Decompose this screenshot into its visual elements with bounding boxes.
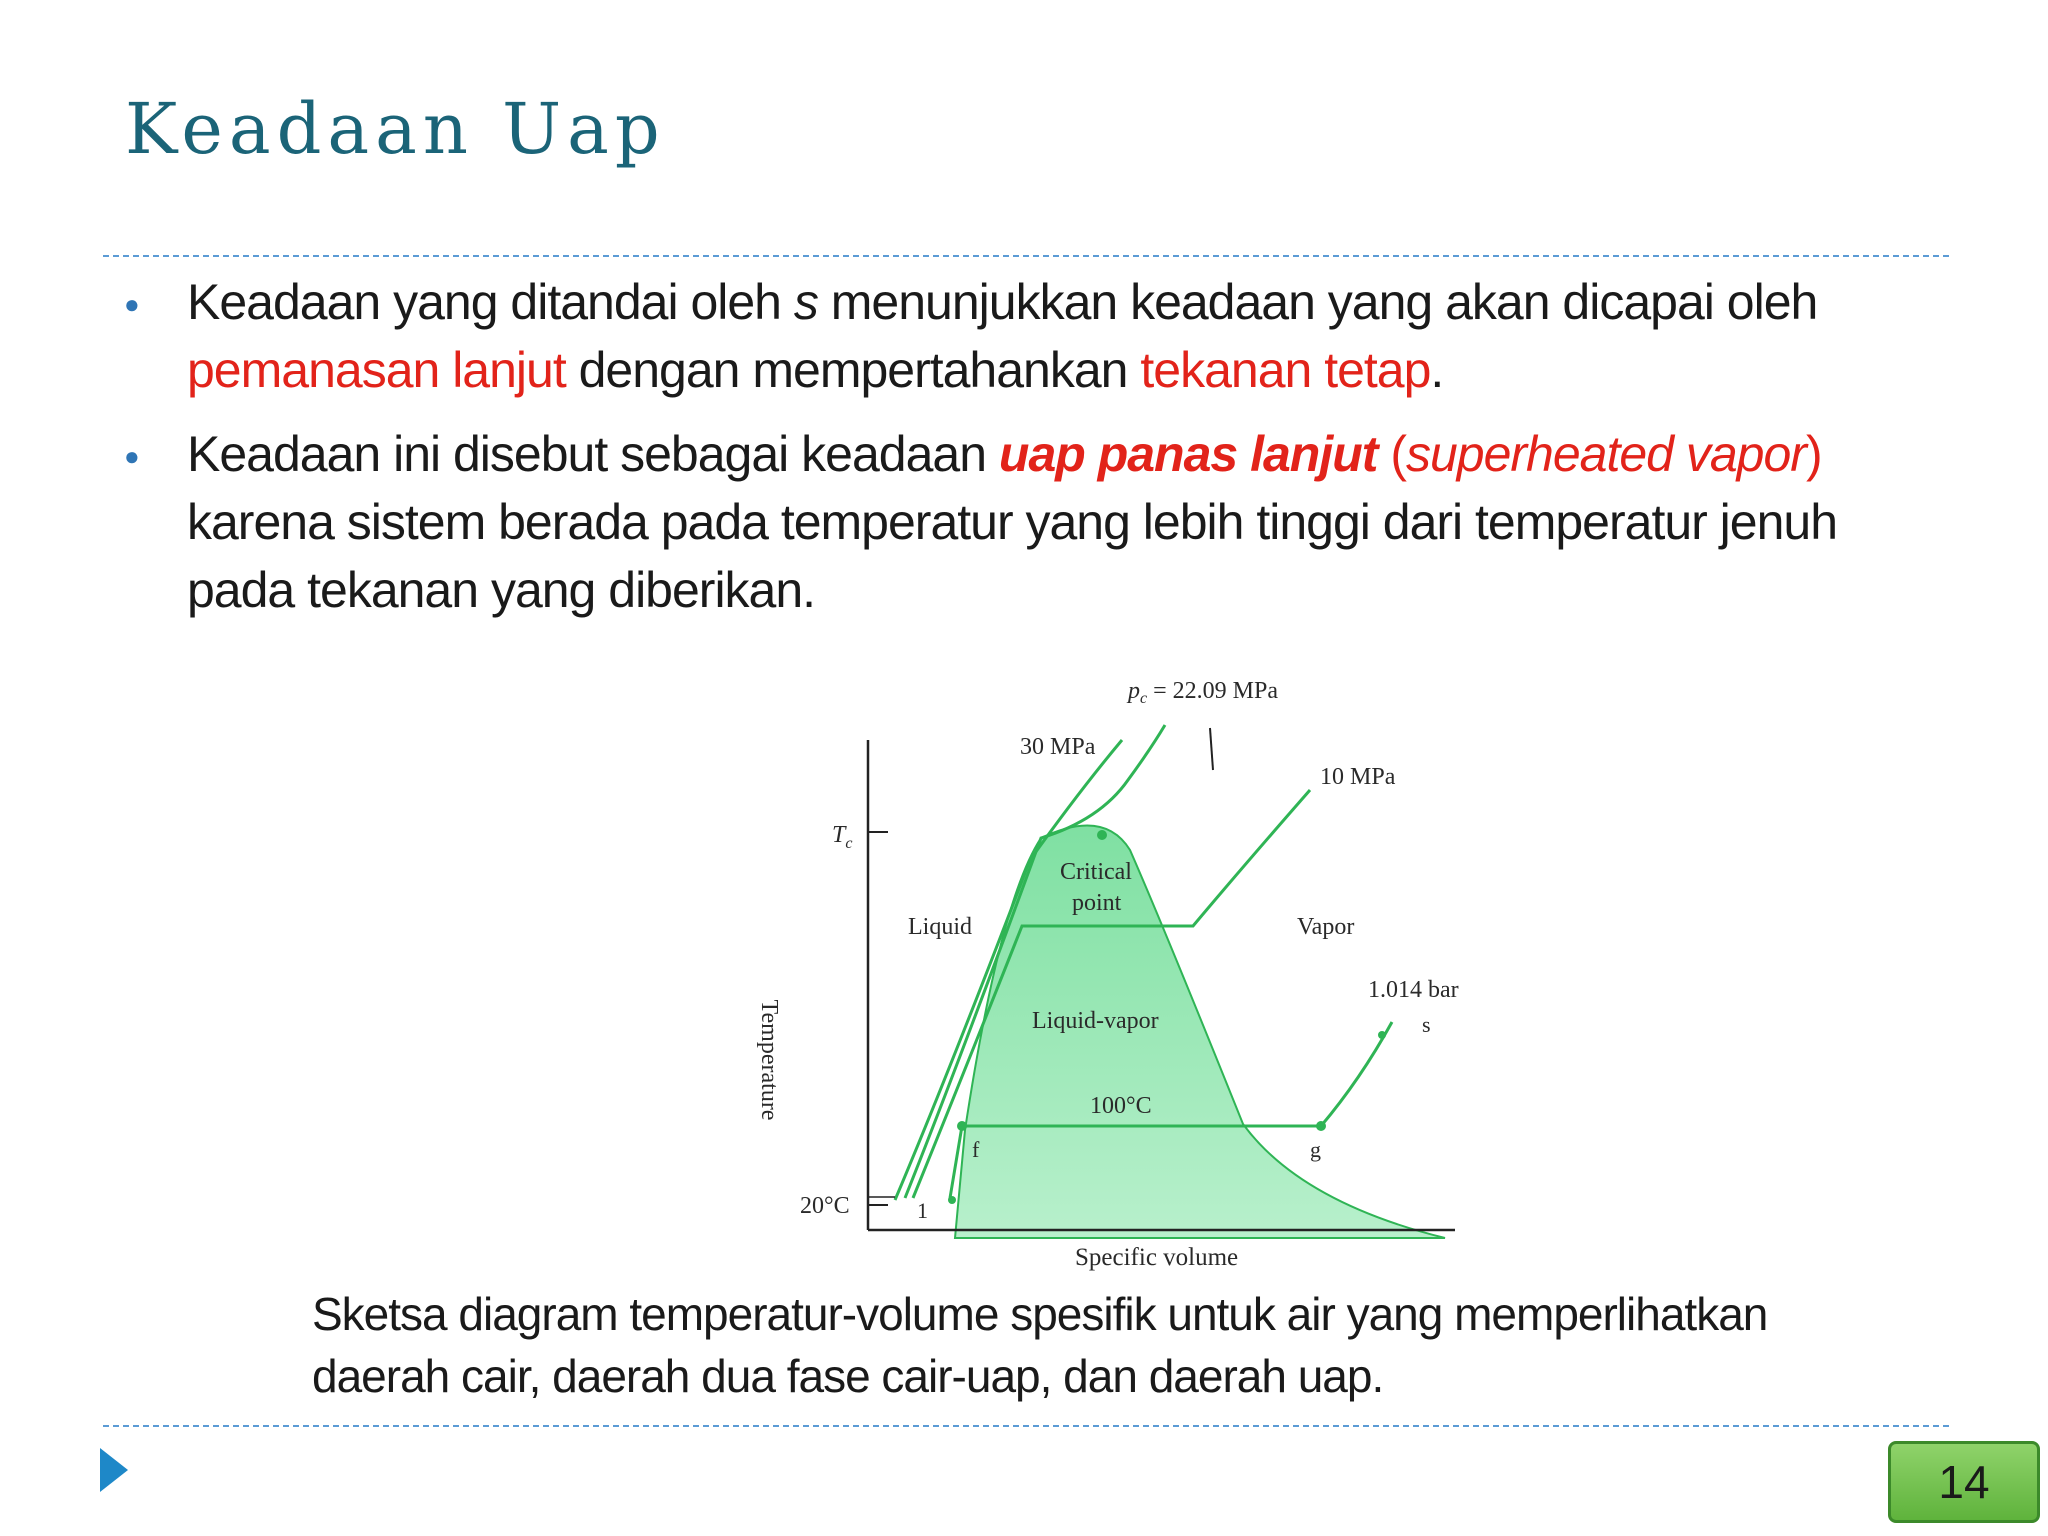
top-divider [103,255,1949,257]
tv-diagram [720,670,1520,1280]
bullet-1-highlight-constant-pressure: tekanan tetap [1140,342,1431,398]
two-phase-dome [955,826,1445,1239]
label-1014bar: 1.014 bar [1368,977,1459,1003]
label-s: s [1422,1012,1431,1037]
label-critical-2: point [1072,890,1122,916]
x-axis-label: Specific volume [1075,1244,1239,1271]
label-g: g [1310,1137,1321,1162]
bullet-1-text-2: menunjukkan keadaan yang akan dicapai oleh [817,274,1818,330]
bullet-icon: ● [124,441,139,471]
bullet-1-text-3: dengan mempertahankan [565,342,1141,398]
bullet-2-text-2: karena sistem berada pada temperatur yang lebih tinggi dari temperatur jenuh pada tekanan yang diberikan. [187,494,1838,618]
bullet-2-highlight-term: uap panas lanjut [998,426,1378,482]
figure-caption: Sketsa diagram temperatur-volume spesifik untuk air yang memperlihatkan daerah cair, daerah dua fase cair-uap, dan daerah uap. [312,1288,1768,1402]
bullet-item-1 [110,268,1950,404]
page-number-badge: 14 [1888,1441,2040,1523]
bottom-divider [103,1425,1949,1427]
point-f-marker [957,1121,967,1131]
bullet-2-text: Keadaan ini disebut sebagai keadaan [187,426,999,482]
label-20c: 20°C [800,1193,850,1219]
bullet-2-paren-close: ) [1805,426,1822,482]
point-s-marker [1378,1031,1386,1039]
bullet-item-2 [110,420,1950,624]
label-critical-1: Critical [1060,859,1132,885]
point-g-marker [1316,1121,1326,1131]
bullet-list [110,268,1950,640]
y-axis-label: Temperature [756,999,782,1121]
label-liquid: Liquid [908,914,972,940]
pc-label: $p_c = 22.09$ MPa [1128,678,1278,707]
label-30mpa: 30 MPa [1020,734,1096,760]
next-arrow-icon[interactable] [100,1448,128,1492]
label-1: 1 [917,1198,928,1223]
bullet-2-paren-open: ( [1377,426,1406,482]
bullet-1-highlight-superheating: pemanasan lanjut [187,342,566,398]
tc-label: $T_c$ [832,822,853,852]
bullet-icon: ● [124,289,139,319]
bullet-2-english-term: superheated vapor [1405,426,1806,482]
label-liquid-vapor: Liquid-vapor [1032,1008,1159,1034]
critical-point-marker [1097,830,1107,840]
label-100c: 100°C [1090,1093,1152,1119]
label-vapor: Vapor [1297,914,1355,940]
bullet-1-period: . [1430,342,1444,398]
label-10mpa: 10 MPa [1320,764,1396,790]
bullet-1-text: Keadaan yang ditandai oleh [187,274,794,330]
point-1-marker [948,1196,956,1204]
pc-pointer [1210,728,1213,770]
bullet-1-symbol-s: s [793,274,818,330]
label-f: f [972,1137,980,1162]
slide-title: Keadaan Uap [125,88,666,170]
